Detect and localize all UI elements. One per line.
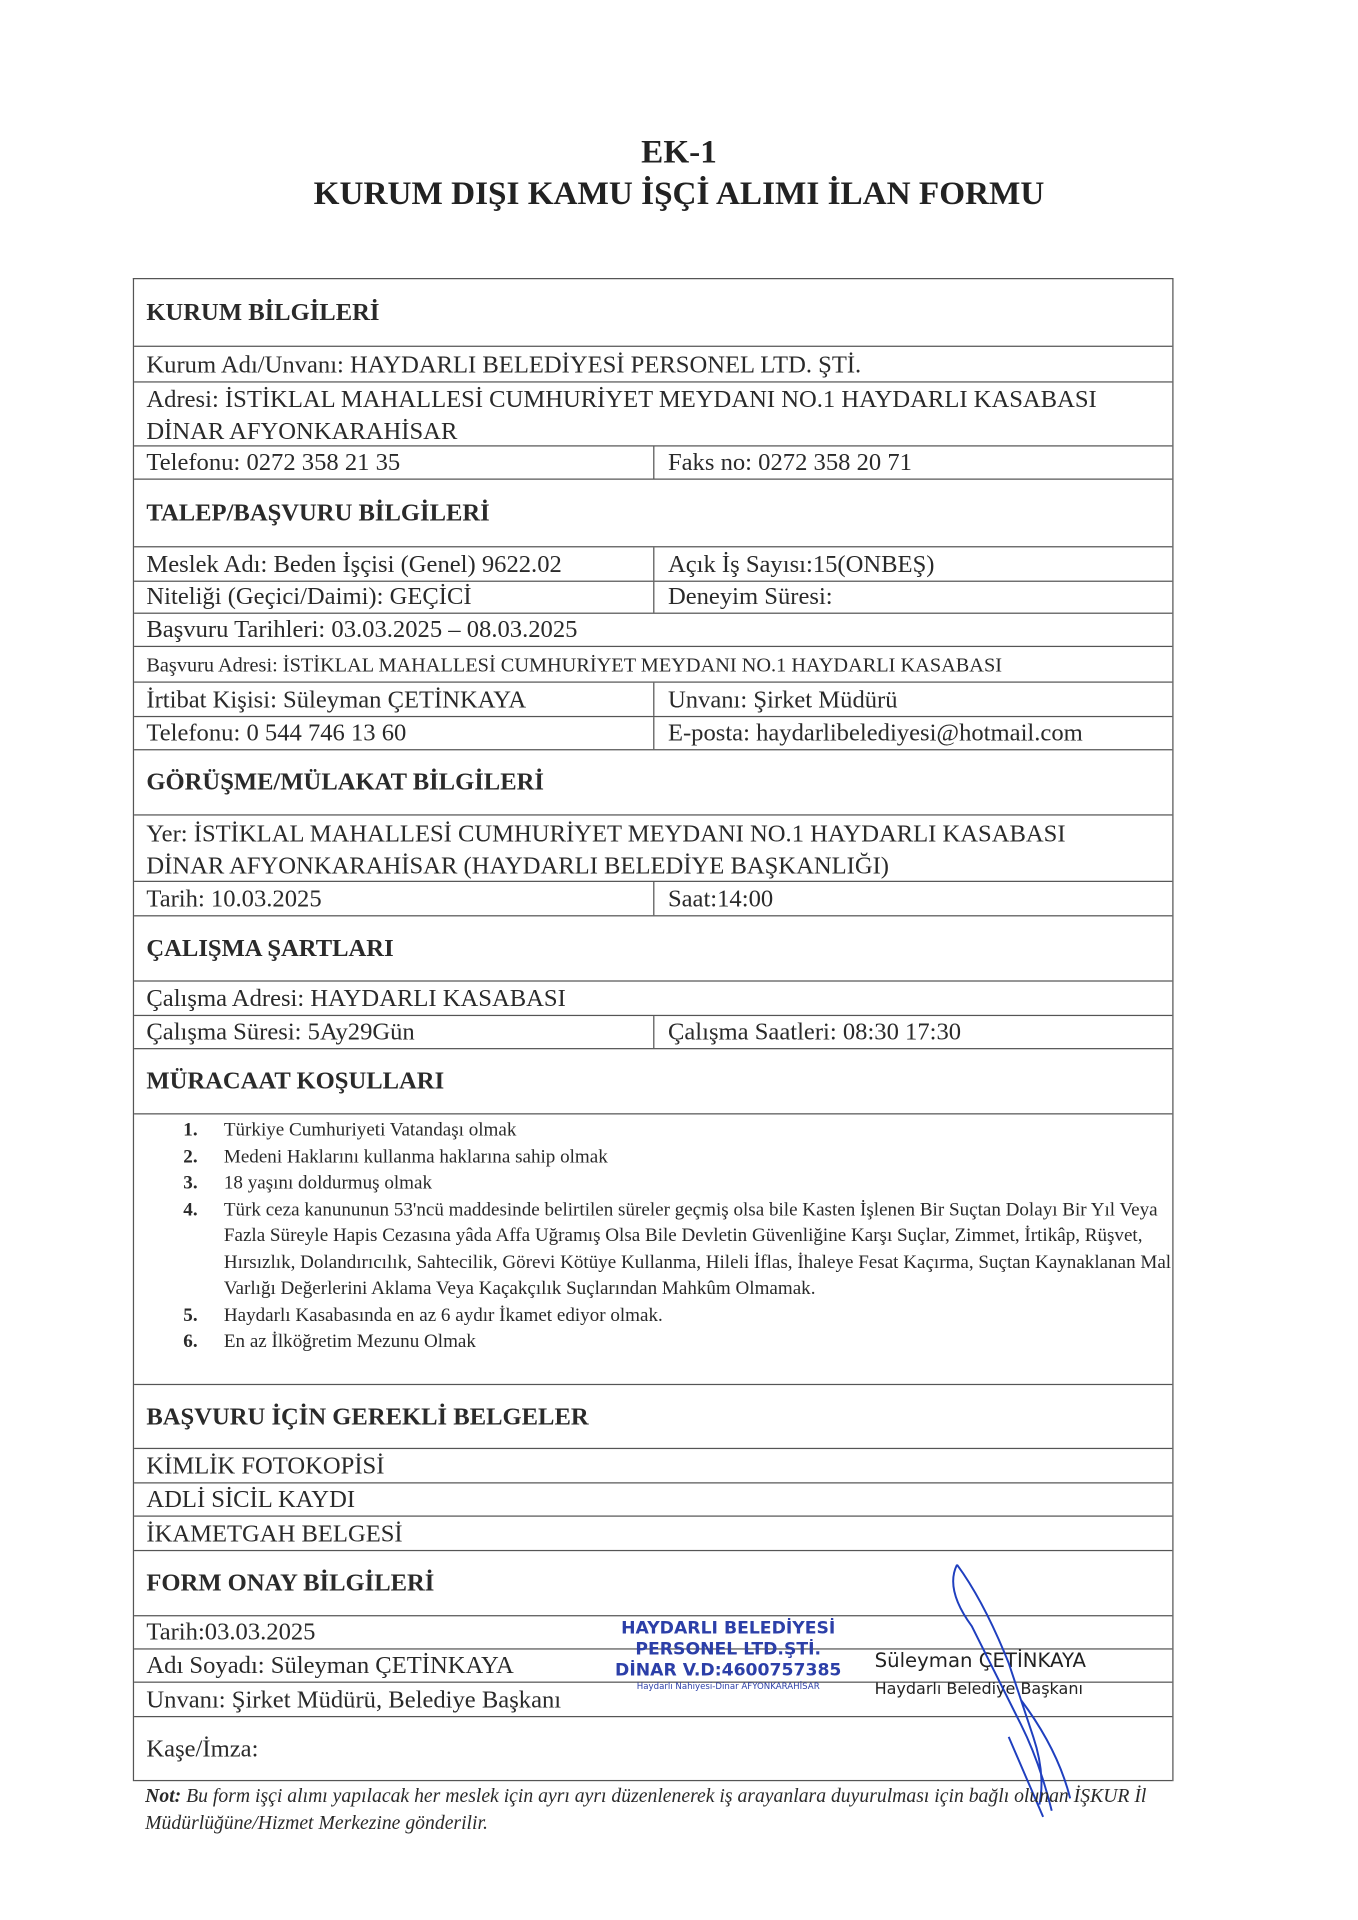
nitelik-row — [134, 582, 1172, 614]
gorusme-zaman-row — [134, 882, 1172, 916]
irtibat-unvan: Unvanı: Şirket Müdürü — [667, 686, 898, 714]
item-number: 4. — [183, 1198, 198, 1220]
meslek: Meslek Adı: Beden İşçisi (Genel) 9622.02 — [146, 547, 654, 580]
signatory-title: Haydarlı Belediye Başkanı — [874, 1680, 1083, 1699]
item-text: Türkiye Cumhuriyeti Vatandaşı olmak — [223, 1119, 517, 1141]
onay-adi: Adı Soyadı: Süleyman ÇETİNKAYA — [134, 1650, 1172, 1683]
section-calisma: ÇALIŞMA ŞARTLARI — [134, 916, 1172, 981]
onay-kase-imza: Kaşe/İmza: — [134, 1717, 1172, 1781]
section-belgeler: BAŞVURU İÇİN GEREKLİ BELGELER — [134, 1385, 1172, 1449]
annex-label: EK-1 — [641, 132, 717, 170]
page-title: KURUM DIŞI KAMU İŞÇİ ALIMI İLAN FORMU — [313, 174, 1045, 212]
muracaat-list — [134, 1114, 1172, 1385]
note-label: Not: — [145, 1786, 182, 1808]
meslek-row — [134, 547, 1172, 581]
item-text: Türk ceza kanununun 53'ncü maddesinde belirtilen süreler geçmiş olsa bile Kasten İşlenen Bir Suçtan Dolayı Bir Yıl Veya Fazla Süreyle Hapis Cezasına yâda Affa Uğramış Olsa Bile Devletin Güvenliğine Karşı Suçlar, Zimmet, İrtikâp, Rüşvet, Hırsızlık, Dolandırıcılık, Sahtecilik, Görevi Kötüye Kullanma, Hileli İflas, İhaleye Fesat Kaçırma, Suçtan Kaynaklanan Mal Varlığı Değerlerini Aklama Veya Kaçakçılık Suçlarından Mahkûm Olmamak. — [223, 1198, 1172, 1299]
basvuru-adresi: Başvuru Adresi: İSTİKLAL MAHALLESİ CUMHURİYET MEYDANI NO.1 HAYDARLI KASABASI — [134, 647, 1172, 683]
signatory-name: Süleyman ÇETİNKAYA — [874, 1648, 1086, 1672]
section-gorusme: GÖRÜŞME/MÜLAKAT BİLGİLERİ — [134, 750, 1172, 815]
stamp-line: Haydarlı Nahiyesi-Dinar AFYONKARAHİSAR — [636, 1681, 820, 1692]
iletisim-row — [134, 717, 1172, 750]
section-kurum: KURUM BİLGİLERİ — [134, 279, 1172, 347]
item-number: 1. — [183, 1119, 198, 1141]
item-text: En az İlköğretim Mezunu Olmak — [223, 1330, 476, 1352]
muracaat-item — [183, 1196, 1172, 1302]
item-text: Medeni Haklarını kullanma haklarına sahip olmak — [223, 1145, 608, 1167]
acik-is-sayisi: Açık İş Sayısı:15(ONBEŞ) — [667, 551, 935, 579]
onay-tarih: Tarih:03.03.2025 — [134, 1616, 1172, 1649]
onay-unvan: Unvanı: Şirket Müdürü, Belediye Başkanı — [134, 1683, 1172, 1717]
calisma-adresi: Çalışma Adresi: HAYDARLI KASABASI — [134, 982, 1172, 1016]
belge-item: İKAMETGAH BELGESİ — [134, 1517, 1172, 1551]
footer-note — [145, 1784, 1203, 1838]
kurum-adi: Kurum Adı/Unvanı: HAYDARLI BELEDİYESİ PERSONEL LTD. ŞTİ. — [134, 347, 1172, 383]
muracaat-item — [183, 1329, 1172, 1355]
calisma-suresi: Çalışma Süresi: 5Ay29Gün — [146, 1016, 654, 1048]
muracaat-item — [183, 1143, 1172, 1169]
gorusme-yer-line2: DİNAR AFYONKARAHİSAR (HAYDARLI BELEDİYE BAŞKANLIĞI) — [146, 852, 889, 880]
irtibat-row — [134, 683, 1172, 717]
section-talep: TALEP/BAŞVURU BİLGİLERİ — [134, 480, 1172, 548]
gorusme-saat: Saat:14:00 — [667, 885, 774, 913]
stamp-line: DİNAR V.D:4600757385 — [615, 1660, 842, 1681]
kurum-telefon-row — [134, 447, 1172, 480]
deneyim-suresi: Deneyim Süresi: — [667, 583, 833, 611]
stamp-line: PERSONEL LTD.ŞTİ. — [635, 1639, 822, 1660]
kurum-adres-line2: DİNAR AFYONKARAHİSAR — [146, 418, 458, 446]
item-number: 5. — [183, 1304, 198, 1326]
stamp-line: HAYDARLI BELEDİYESİ — [621, 1618, 836, 1639]
belge-item: ADLİ SİCİL KAYDI — [134, 1484, 1172, 1517]
calisma-sure-row — [134, 1016, 1172, 1049]
niteligi: Niteliği (Geçici/Daimi): GEÇİCİ — [146, 582, 654, 613]
irtibat-eposta: E-posta: haydarlibelediyesi@hotmail.com — [667, 719, 1083, 747]
item-text: Haydarlı Kasabasında en az 6 aydır İkamet ediyor olmak. — [223, 1304, 663, 1326]
muracaat-item — [183, 1117, 1172, 1143]
company-stamp — [615, 1619, 841, 1693]
section-muracaat: MÜRACAAT KOŞULLARI — [134, 1049, 1172, 1114]
irtibat-telefon: Telefonu: 0 544 746 13 60 — [146, 717, 654, 749]
item-number: 3. — [183, 1172, 198, 1194]
gorusme-yer — [134, 816, 1172, 882]
kurum-telefon: Telefonu: 0272 358 21 35 — [146, 447, 654, 479]
calisma-saatleri: Çalışma Saatleri: 08:30 17:30 — [667, 1018, 962, 1046]
muracaat-item — [183, 1170, 1172, 1196]
kurum-faks: Faks no: 0272 358 20 71 — [667, 448, 912, 477]
basvuru-tarihleri: Başvuru Tarihleri: 03.03.2025 – 08.03.2025 — [134, 614, 1172, 647]
item-number: 2. — [183, 1145, 198, 1167]
irtibat-kisisi: İrtibat Kişisi: Süleyman ÇETİNKAYA — [146, 683, 654, 716]
item-text: 18 yaşını doldurmuş olmak — [223, 1172, 433, 1194]
muracaat-item — [183, 1302, 1172, 1328]
item-number: 6. — [183, 1330, 198, 1352]
gorusme-tarih: Tarih: 10.03.2025 — [146, 882, 654, 915]
kurum-adres-line1: Adresi: İSTİKLAL MAHALLESİ CUMHURİYET MEYDANI NO.1 HAYDARLI KASABASI — [146, 386, 1097, 414]
belge-item: KİMLİK FOTOKOPİSİ — [134, 1449, 1172, 1483]
gorusme-yer-line1: Yer: İSTİKLAL MAHALLESİ CUMHURİYET MEYDANI NO.1 HAYDARLI KASABASI — [146, 820, 1066, 848]
note-text: Bu form işçi alımı yapılacak her meslek için ayrı ayrı düzenlenerek iş arayanlara duyurulması için bağlı olunan İŞKUR İl Müdürlüğüne/Hizmet Merkezine gönderilir. — [145, 1786, 1147, 1835]
handwritten-signature — [935, 1552, 1083, 1823]
section-onay: FORM ONAY BİLGİLERİ — [134, 1551, 1172, 1616]
kurum-adres — [134, 383, 1172, 447]
